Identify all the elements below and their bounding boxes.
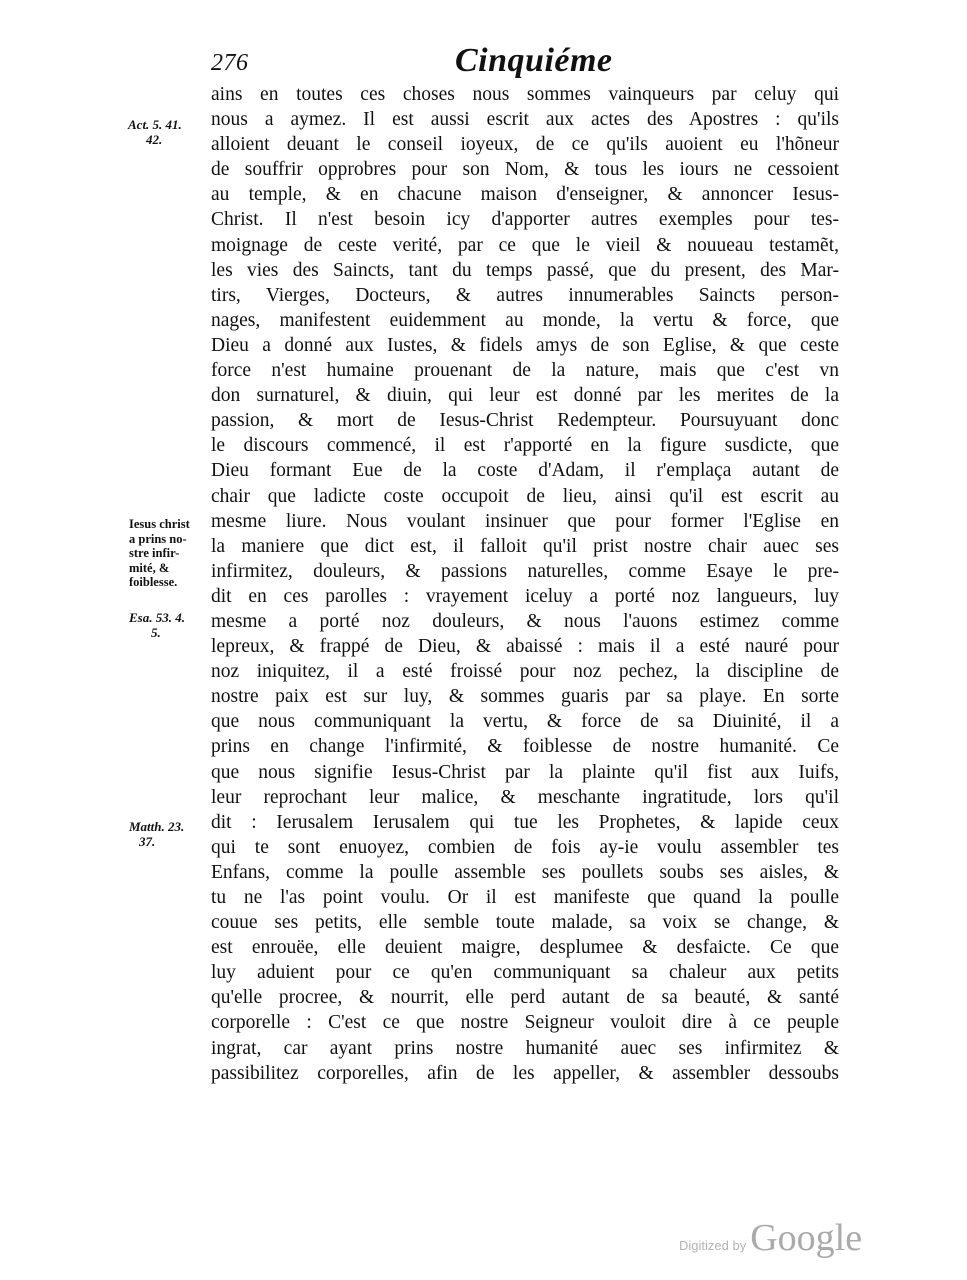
text-line: tirs, Vierges, Docteurs, & autres innumerables Saincts person-: [211, 284, 839, 306]
margin-note-iesus-christ: [129, 517, 190, 590]
text-line: Enfans, comme la poulle assemble ses poullets soubs ses aisles, &: [211, 861, 839, 883]
text-line: nous a aymez. Il est aussi escrit aux actes des Apostres : qu'ils: [211, 109, 839, 131]
text-line: qui te sont enuoyez, combien de fois ay-ie voulu assembler tes: [211, 836, 839, 858]
margin-note-line: Act. 5. 41.: [128, 117, 182, 132]
text-line: dit : Ierusalem Ierusalem qui tue les Prophetes, & lapide ceux: [211, 811, 839, 833]
text-line: de souffrir opprobres pour son Nom, & tous les iours ne cessoient: [211, 159, 839, 181]
margin-note-line: Iesus christ: [129, 517, 190, 531]
text-line: prins en change l'infirmité, & foiblesse de nostre humanité. Ce: [211, 736, 839, 758]
margin-note-line: Esa. 53. 4.: [129, 610, 185, 625]
text-line: nostre paix est sur luy, & sommes guaris par sa playe. En sorte: [211, 686, 839, 708]
text-line: au temple, & en chacune maison d'enseigner, & annoncer Iesus-: [211, 184, 839, 206]
margin-note-line: 37.: [139, 833, 156, 849]
margin-note-esaye: [129, 611, 185, 640]
text-line: ingrat, car ayant prins nostre humanité auec ses infirmitez &: [211, 1037, 839, 1059]
text-line: don surnaturel, & diuin, qui leur est donné par les merites de la: [211, 385, 839, 407]
text-line: lepreux, & frappé de Dieu, & abaissé : mais il a esté nauré pour: [211, 636, 839, 658]
margin-note-acts: [128, 118, 182, 147]
body-text: [211, 82, 839, 1086]
page-number: 276: [211, 50, 249, 76]
text-line: nages, manifestent euidemment au monde, la vertu & force, que: [211, 309, 839, 331]
text-line: Dieu formant Eue de la coste d'Adam, il r'emplaça autant de: [211, 460, 839, 482]
text-line: les vies des Saincts, tant du temps passé, que du present, des Mar-: [211, 259, 839, 281]
text-line: moignage de ceste verité, par ce que le vieil & nouueau testamẽt,: [211, 234, 839, 256]
text-line: le discours commencé, il est r'apporté en la figure susdicte, que: [211, 435, 839, 457]
text-line: que nous signifie Iesus-Christ par la plainte qu'il fist aux Iuifs,: [211, 761, 839, 783]
margin-note-matthew: [129, 820, 184, 849]
digitized-label: Digitized by: [679, 1238, 747, 1253]
margin-note-line: stre infir-: [129, 546, 180, 560]
text-line: passion, & mort de Iesus-Christ Redempteur. Poursuyuant donc: [211, 410, 839, 432]
text-line: luy aduient pour ce qu'en communiquant sa chaleur aux petits: [211, 962, 839, 984]
digitized-by-google-watermark: [679, 1216, 862, 1260]
text-line: passibilitez corporelles, afin de les appeller, & assembler dessoubs: [211, 1062, 839, 1084]
text-line: leur reprochant leur malice, & meschante ingratitude, lors qu'il: [211, 786, 839, 808]
text-line: Dieu a donné aux Iustes, & fidels amys de son Eglise, & que ceste: [211, 334, 839, 356]
text-line: qu'elle procree, & nourrit, elle perd autant de sa beauté, & santé: [211, 987, 839, 1009]
text-line: alloient deuant le conseil ioyeux, de ce qu'ils auoient eu l'hõneur: [211, 134, 839, 156]
text-line: que nous communiquant la vertu, & force de sa Diuinité, il a: [211, 711, 839, 733]
text-line: ains en toutes ces choses nous sommes vainqueurs par celuy qui: [211, 84, 839, 105]
text-line: noz iniquitez, il a esté froissé pour noz pechez, la discipline de: [211, 661, 839, 683]
text-line: couue ses petits, elle semble toute malade, sa voix se change, &: [211, 912, 839, 934]
text-line: force n'est humaine prouenant de la nature, mais que c'est vn: [211, 360, 839, 382]
margin-note-line: 42.: [146, 131, 163, 147]
text-line: est enrouëe, elle deuient maigre, desplumee & desfaicte. Ce que: [211, 937, 839, 959]
margin-note-line: foiblesse.: [129, 575, 178, 589]
text-line: la maniere que dict est, il falloit qu'il prist nostre chair auec ses: [211, 535, 839, 557]
text-line: corporelle : C'est ce que nostre Seigneur vouloit dire à ce peuple: [211, 1012, 839, 1034]
text-line: mesme a porté noz douleurs, & nous l'auons estimez comme: [211, 610, 839, 632]
margin-note-line: 5.: [151, 624, 161, 640]
margin-note-line: mité, &: [129, 560, 170, 575]
text-line: infirmitez, douleurs, & passions naturelles, comme Esaye le pre-: [211, 560, 839, 582]
text-line: tu ne l'as point voulu. Or il est manifeste que quand la poulle: [211, 887, 839, 908]
text-line: mesme liure. Nous voulant insinuer que pour former l'Eglise en: [211, 510, 839, 532]
running-head: Cinquiéme: [455, 42, 613, 79]
margin-note-line: Matth. 23.: [129, 819, 185, 834]
text-line: Christ. Il n'est besoin icy d'apporter autres exemples pour tes-: [211, 209, 839, 231]
margin-note-line: a prins no-: [129, 531, 187, 546]
text-line: dit en ces parolles : vrayement iceluy a porté noz langueurs, luy: [211, 585, 839, 607]
google-logo: Google: [750, 1217, 863, 1259]
text-line: chair que ladicte coste occupoit de lieu, ainsi qu'il est escrit au: [211, 485, 839, 507]
